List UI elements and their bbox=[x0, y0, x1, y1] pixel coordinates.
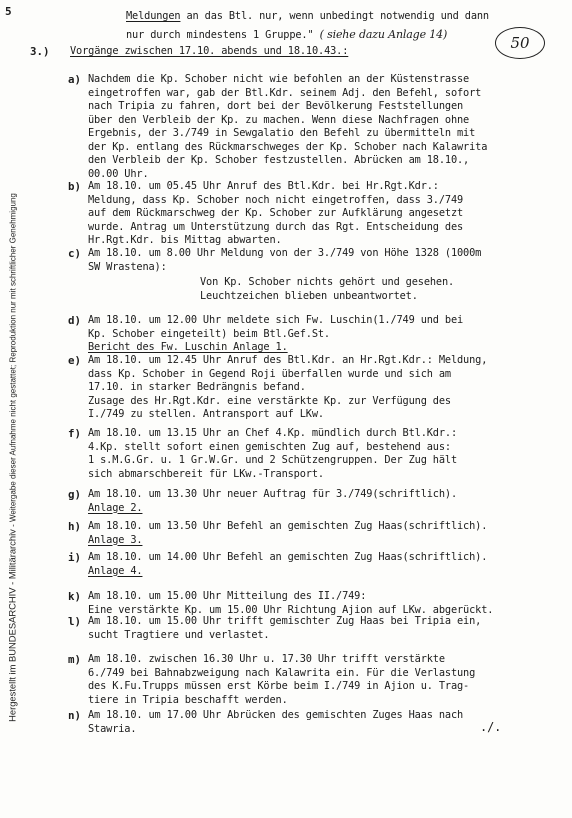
handwritten-note: ( siehe dazu Anlage 14) bbox=[319, 28, 448, 41]
item-line: Am 18.10. um 12.00 Uhr meldete sich Fw. Luschin(1./749 und bei bbox=[88, 314, 464, 326]
item-annex-reference: Anlage 3. bbox=[88, 533, 143, 546]
item-line: Meldung, dass Kp. Schober noch nicht eingetroffen, dass 3./749 bbox=[88, 193, 464, 206]
intro-line-2 bbox=[126, 28, 447, 42]
item-line: Am 18.10. um 13.30 Uhr neuer Auftrag für 3./749(schriftlich). bbox=[88, 488, 458, 500]
item-line: Am 18.10. um 13.15 Uhr an Chef 4.Kp. mündlich durch Btl.Kdr.: bbox=[88, 427, 458, 439]
continuation-mark: ./. bbox=[480, 720, 502, 734]
item-label: b) bbox=[68, 180, 82, 193]
item-label: m) bbox=[68, 653, 82, 666]
item-line: Nachdem die Kp. Schober nicht wie befohlen an der Küstenstrasse bbox=[88, 73, 470, 85]
item-line: über den Verbleib der Kp. zu machen. Wenn diese Nachfragen ohne bbox=[88, 113, 470, 126]
item-label: e) bbox=[68, 354, 82, 367]
item-line: Am 18.10. um 15.00 Uhr Mitteilung des II./749: bbox=[88, 590, 367, 602]
item-line: Hr.Rgt.Kdr. bis Mittag abwarten. bbox=[88, 234, 282, 246]
intro-line-1 bbox=[126, 10, 489, 23]
item-line: den Verbleib der Kp. Schober festzustellen. Abrücken am 18.10., bbox=[88, 154, 470, 166]
item-line: auf dem Rückmarschweg der Kp. Schober zur Aufklärung angesetzt bbox=[88, 207, 464, 219]
item-label: h) bbox=[68, 520, 82, 533]
item-line: des K.Fu.Trupps müssen erst Körbe beim I./749 in Ajion u. Trag- bbox=[88, 680, 470, 692]
archive-stamp-name: Hergestellt im BUNDESARCHIV - Militärarchiv bbox=[6, 529, 18, 722]
item-line: I./749 zu stellen. Antransport auf LKw. bbox=[88, 408, 324, 420]
item-line: Am 18.10. um 14.00 Uhr Befehl an gemischten Zug Haas(schriftlich). bbox=[88, 551, 488, 563]
intro-underlined-word: Meldungen bbox=[126, 10, 181, 22]
item-line: 4.Kp. stellt sofort einen gemischten Zug auf, bestehend aus: bbox=[88, 440, 451, 453]
item-line: 17.10. in starker Bedrängnis befand. bbox=[88, 381, 306, 393]
item-label: n) bbox=[68, 709, 82, 722]
item-label: k) bbox=[68, 590, 82, 603]
item-label: a) bbox=[68, 73, 82, 86]
archive-stamp-notice: - Weitergabe dieser Aufnahme nicht gestattet; Reproduktion nur mit schriftlicher Genehmigung bbox=[8, 193, 18, 527]
item-label: c) bbox=[68, 247, 82, 260]
item-label: l) bbox=[68, 615, 82, 628]
item-line: Am 18.10. um 12.45 Uhr Anruf des Btl.Kdr. an Hr.Rgt.Kdr.: Meldung, bbox=[88, 354, 488, 366]
item-line: der Kp. entlang des Rückmarschweges der Kp. Schober nach Kalawrita bbox=[88, 140, 488, 153]
item-line: wurde. Antrag um Unterstützung durch das Rgt. Entscheidung des bbox=[88, 220, 464, 233]
item-quote-line: Von Kp. Schober nichts gehört und gesehen. bbox=[200, 276, 455, 288]
item-label: d) bbox=[68, 314, 82, 327]
item-annex-reference: Bericht des Fw. Luschin Anlage 1. bbox=[88, 341, 288, 353]
item-line: tiere in Tripia beschafft werden. bbox=[88, 693, 288, 706]
item-label: g) bbox=[68, 488, 82, 501]
item-line: Zusage des Hr.Rgt.Kdr. eine verstärkte Kp. zur Verfügung des bbox=[88, 394, 451, 407]
section-title: Vorgänge zwischen 17.10. abends und 18.10.43.: bbox=[70, 45, 349, 57]
item-label: i) bbox=[68, 551, 82, 564]
item-quote-line: Leuchtzeichen blieben unbeantwortet. bbox=[200, 289, 418, 302]
item-line: Am 18.10. um 05.45 Uhr Anruf des Btl.Kdr. bei Hr.Rgt.Kdr.: bbox=[88, 180, 439, 192]
item-line: sucht Tragtiere und verlastet. bbox=[88, 628, 270, 641]
item-line: 00.00 Uhr. bbox=[88, 167, 149, 180]
item-line: 6./749 bei Bahnabzweigung nach Kalawrita ein. Für die Verlastung bbox=[88, 666, 476, 679]
item-line: Kp. Schober eingeteilt) beim Btl.Gef.St. bbox=[88, 327, 330, 340]
page-corner-mark: 5 bbox=[5, 5, 12, 18]
item-line: Am 18.10. um 13.50 Uhr Befehl an gemischten Zug Haas(schriftlich). bbox=[88, 520, 488, 532]
item-line: Am 18.10. um 17.00 Uhr Abrücken des gemischten Zuges Haas nach bbox=[88, 709, 464, 721]
intro-line-1-rest: an das Btl. nur, wenn unbedingt notwendig und dann bbox=[180, 10, 489, 22]
item-line: dass Kp. Schober in Gegend Roji überfallen wurde und sich am bbox=[88, 367, 451, 380]
archive-side-stamp bbox=[8, 98, 19, 818]
item-line: Eine verstärkte Kp. um 15.00 Uhr Richtung Ajion auf LKw. abgerückt. bbox=[88, 603, 494, 616]
item-line: eingetroffen war, gab der Btl.Kdr. seinem Adj. den Befehl, sofort bbox=[88, 86, 482, 99]
item-line: Ergebnis, der 3./749 in Sewgalatio den Befehl zu übermitteln mit bbox=[88, 127, 476, 139]
item-annex-reference: Anlage 2. bbox=[88, 501, 143, 514]
page-number-circle: 50 bbox=[495, 27, 545, 59]
item-line: Am 18.10. um 8.00 Uhr Meldung von der 3./749 von Höhe 1328 (1000m bbox=[88, 247, 482, 259]
section-number: 3.) bbox=[30, 45, 50, 58]
item-label: f) bbox=[68, 427, 82, 440]
item-line: sich abmarschbereit für LKw.-Transport. bbox=[88, 467, 324, 480]
item-line: Am 18.10. zwischen 16.30 Uhr u. 17.30 Uhr trifft verstärkte bbox=[88, 653, 445, 665]
item-line: SW Wrastena): bbox=[88, 260, 167, 273]
item-line: Stawria. bbox=[88, 722, 137, 735]
intro-line-2-text: nur durch mindestens 1 Gruppe." bbox=[126, 29, 314, 41]
item-annex-reference: Anlage 4. bbox=[88, 564, 143, 577]
item-line: 1 s.M.G.Gr. u. 1 Gr.W.Gr. und 2 Schützengruppen. Der Zug hält bbox=[88, 454, 458, 466]
item-line: nach Tripia zu fahren, dort bei der Bevölkerung Feststellungen bbox=[88, 100, 464, 112]
item-line: Am 18.10. um 15.00 Uhr trifft gemischter Zug Haas bei Tripia ein, bbox=[88, 615, 482, 627]
